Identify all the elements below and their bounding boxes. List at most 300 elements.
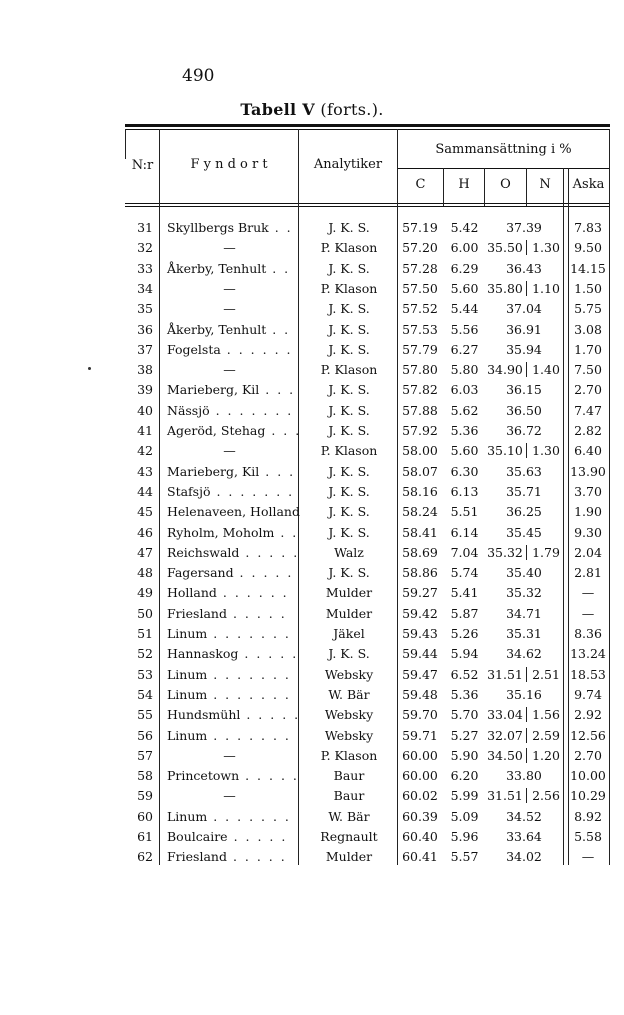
cell-aska: 2.70 [574, 382, 602, 398]
leader-dots: . . . . . [239, 768, 299, 784]
cell-nr: 31 [137, 220, 153, 235]
cell-aska: 12.56 [570, 727, 606, 743]
cell-o-n-combined: 36.25 [506, 504, 542, 520]
cell-aska: — [581, 849, 595, 865]
cell-fyndort: Boulcaire . . . . . [167, 829, 288, 844]
cell-o: 31.51 [487, 788, 523, 804]
cell-analytiker: Walz [334, 544, 364, 560]
cell-nr: 62 [137, 849, 153, 865]
cell-h: 5.51 [450, 504, 479, 520]
cell-nr: 45 [137, 504, 153, 520]
cell-analytiker: J. K. S. [328, 463, 370, 479]
cell-nr: 40 [137, 402, 153, 418]
cell-analytiker: J. K. S. [328, 483, 370, 499]
cell-nr: 41 [137, 423, 153, 438]
cell-aska: 18.53 [570, 666, 606, 682]
cell-h: 5.09 [450, 808, 479, 824]
cell-h: 6.27 [450, 341, 479, 357]
cell-fyndort: — [223, 301, 236, 317]
cell-o-n-combined: 36.15 [506, 382, 542, 398]
table-top-rule-thin [125, 129, 610, 130]
cell-o-n-combined: 36.91 [506, 321, 542, 337]
cell-nr: 50 [137, 605, 153, 621]
leader-dots: . . . . . . . [207, 727, 291, 743]
cell-c: 57.92 [402, 423, 438, 438]
table-row [125, 362, 610, 382]
cell-n: 2.59 [526, 728, 565, 743]
cell-c: 58.00 [402, 443, 438, 459]
cell-c: 57.82 [402, 382, 438, 398]
cell-c: 59.42 [402, 605, 438, 621]
cell-analytiker: Mulder [325, 605, 373, 621]
cell-o-n-combined: 35.16 [506, 686, 542, 702]
cell-aska: 5.75 [574, 301, 602, 317]
cell-analytiker: Baur [333, 768, 365, 784]
header-composition-group: Sammansättning i % [435, 142, 572, 157]
cell-c: 58.86 [402, 565, 438, 581]
cell-nr: 35 [137, 301, 153, 317]
cell-o-n-combined: 35.31 [506, 626, 542, 641]
cell-c: 57.80 [402, 362, 438, 378]
cell-analytiker: Mulder [325, 849, 373, 865]
table-row [125, 606, 610, 626]
cell-h: 5.74 [450, 565, 479, 581]
table-row [125, 687, 610, 707]
cell-analytiker: J. K. S. [328, 423, 370, 438]
cell-n: 1.30 [526, 443, 565, 458]
table-row [125, 626, 610, 646]
header-subgroup-rule [398, 168, 610, 169]
cell-c: 60.00 [402, 747, 438, 763]
cell-fyndort: — [223, 280, 236, 296]
table-row [125, 768, 610, 788]
header-n: N [539, 177, 551, 192]
header-analytiker: Analytiker [313, 157, 383, 172]
cell-aska: 8.92 [574, 808, 602, 824]
cell-fyndort: Friesland . . . . . [167, 849, 287, 865]
cell-nr: 59 [137, 788, 153, 804]
leader-dots: . . . [259, 382, 296, 398]
cell-h: 6.14 [450, 524, 479, 540]
cell-fyndort: — [223, 240, 236, 256]
table-row [125, 484, 610, 504]
cell-aska: 9.30 [574, 524, 602, 540]
cell-fyndort: Linum . . . . . . . [167, 727, 291, 743]
cell-n: 1.79 [526, 545, 565, 560]
cell-aska: 1.70 [574, 341, 602, 357]
cell-h: 6.29 [450, 260, 479, 276]
cell-fyndort: Linum . . . . . . . [167, 686, 291, 702]
leader-dots: . . . . . . . [207, 686, 291, 702]
cell-analytiker: J. K. S. [328, 524, 370, 540]
cell-aska: 1.50 [574, 280, 602, 296]
cell-fyndort: Åkerby, Tenhult . . [167, 321, 291, 337]
table-top-rule [125, 124, 610, 127]
cell-n: 1.56 [526, 707, 565, 722]
cell-o-n-combined: 37.04 [506, 301, 542, 317]
cell-nr: 42 [137, 443, 153, 459]
table-row [125, 403, 610, 423]
cell-o-n-combined: 36.50 [506, 402, 542, 418]
cell-analytiker: J. K. S. [328, 402, 370, 418]
header-aska: Aska [572, 177, 605, 192]
table-row [125, 443, 610, 463]
leader-dots: . . . . . [238, 646, 299, 662]
cell-nr: 32 [137, 240, 153, 256]
cell-n: 1.40 [526, 362, 565, 377]
cell-analytiker: Websky [324, 727, 374, 743]
table-row [125, 281, 610, 301]
header-bottom-rule-thin [125, 206, 610, 207]
header-h: H [458, 177, 470, 192]
cell-nr: 33 [137, 260, 153, 276]
page-number: 490 [182, 66, 215, 86]
cell-aska: 9.50 [574, 240, 602, 256]
cell-nr: 55 [137, 707, 153, 723]
cell-analytiker: W. Bär [328, 686, 370, 702]
cell-analytiker: W. Bär [328, 808, 370, 824]
table-row [125, 565, 610, 585]
cell-fyndort: Fagersand . . . . . [167, 565, 294, 581]
cell-nr: 39 [137, 382, 153, 398]
cell-o-n-combined: 35.71 [506, 483, 542, 499]
cell-aska: 6.40 [574, 443, 602, 459]
cell-c: 60.40 [402, 829, 438, 844]
cell-nr: 53 [137, 666, 153, 682]
cell-analytiker: P. Klason [320, 280, 378, 296]
cell-analytiker: P. Klason [320, 362, 378, 378]
leader-dots: . . . . . [233, 565, 294, 581]
cell-h: 6.30 [450, 463, 479, 479]
cell-o-n-combined: 36.72 [506, 423, 542, 438]
table-row [125, 829, 610, 849]
header-fyndort: F y n d o r t [190, 157, 268, 172]
cell-fyndort: — [223, 788, 236, 804]
cell-analytiker: J. K. S. [328, 565, 370, 581]
cell-fyndort: Hundsmühl . . . . . [167, 707, 301, 723]
cell-o-n-combined: 37.39 [506, 220, 542, 235]
cell-o-n-combined: 34.52 [506, 808, 542, 824]
leader-dots: . . [268, 220, 293, 235]
cell-analytiker: Websky [324, 707, 374, 723]
cell-fyndort: — [223, 747, 236, 763]
cell-fyndort: Linum . . . . . . . [167, 808, 291, 824]
leader-dots: . . . . . . . [210, 483, 295, 499]
cell-o-n-combined: 35.94 [506, 341, 542, 357]
cell-c: 57.28 [402, 260, 438, 276]
cell-aska: 3.70 [574, 483, 602, 499]
cell-analytiker: P. Klason [320, 747, 378, 763]
table-row [125, 220, 610, 240]
cell-aska: — [581, 585, 595, 601]
cell-aska: 7.83 [574, 220, 602, 235]
header-nr: N:r [131, 158, 154, 173]
table-title-label: Tabell V [240, 100, 316, 119]
table-row [125, 667, 610, 687]
cell-nr: 38 [137, 362, 153, 378]
cell-analytiker: Websky [324, 666, 374, 682]
cell-analytiker: Baur [333, 788, 365, 804]
cell-aska: 2.82 [574, 423, 602, 438]
leader-dots: . . . . . . [220, 341, 293, 357]
cell-o-n-combined: 35.40 [506, 565, 542, 581]
cell-aska: 10.00 [570, 768, 606, 784]
cell-c: 60.00 [402, 768, 438, 784]
cell-aska: 2.04 [574, 544, 602, 560]
table-row [125, 423, 610, 443]
cell-h: 5.42 [450, 220, 479, 235]
leader-dots: . . . . . [240, 707, 301, 723]
cell-aska: 9.74 [574, 686, 602, 702]
table-row [125, 728, 610, 748]
col-rule-left [125, 129, 126, 159]
cell-aska: 8.36 [574, 626, 602, 641]
table-row [125, 301, 610, 321]
cell-h: 5.60 [450, 443, 479, 459]
header-o: O [500, 177, 511, 192]
cell-o-n-combined: 34.71 [506, 605, 542, 621]
cell-fyndort: Holland . . . . . . [167, 585, 289, 601]
leader-dots: . . [266, 260, 291, 276]
cell-aska: 2.70 [574, 747, 602, 763]
cell-aska: 2.81 [574, 565, 602, 581]
cell-fyndort: — [223, 443, 236, 459]
cell-nr: 56 [137, 727, 153, 743]
cell-analytiker: J. K. S. [328, 382, 370, 398]
leader-dots: . . . [265, 423, 302, 438]
cell-fyndort: Åkerby, Tenhult . . [167, 260, 291, 276]
table-row [125, 382, 610, 402]
cell-analytiker: P. Klason [320, 443, 378, 459]
cell-o: 35.32 [487, 544, 523, 560]
cell-nr: 48 [137, 565, 153, 581]
cell-aska: 13.90 [570, 463, 606, 479]
cell-aska: 7.47 [574, 402, 602, 418]
table-row [125, 525, 610, 545]
cell-nr: 44 [137, 483, 153, 499]
cell-nr: 34 [137, 280, 153, 296]
cell-c: 59.47 [402, 666, 438, 682]
cell-fyndort: Marieberg, Kil . . . [167, 382, 296, 398]
cell-o: 34.50 [487, 747, 523, 763]
table-row [125, 545, 610, 565]
cell-h: 5.44 [450, 301, 479, 317]
table-row [125, 240, 610, 260]
cell-fyndort: Hannaskog . . . . . [167, 646, 299, 662]
cell-analytiker: J. K. S. [328, 220, 370, 235]
cell-c: 58.16 [402, 483, 438, 499]
leader-dots: . . . . . . . [207, 808, 291, 824]
cell-aska: 10.29 [570, 788, 606, 804]
leader-dots: . . [266, 321, 291, 337]
cell-fyndort: Reichswald . . . . . [167, 544, 300, 560]
cell-c: 60.41 [402, 849, 438, 865]
cell-o-n-combined: 33.80 [506, 768, 542, 784]
cell-fyndort: Nässjö . . . . . . . [167, 402, 294, 418]
cell-h: 6.03 [450, 382, 479, 398]
cell-h: 6.00 [450, 240, 479, 256]
cell-h: 5.27 [450, 727, 479, 743]
header-c: C [415, 177, 426, 192]
table-row [125, 748, 610, 768]
cell-c: 57.79 [402, 341, 438, 357]
cell-c: 58.41 [402, 524, 438, 540]
table-row [125, 809, 610, 829]
cell-c: 58.24 [402, 504, 438, 520]
cell-fyndort: Ryholm, Moholm . . [167, 524, 299, 540]
cell-h: 5.41 [450, 585, 479, 601]
cell-aska: 3.08 [574, 321, 602, 337]
table-row [125, 504, 610, 524]
cell-c: 58.69 [402, 544, 438, 560]
cell-h: 5.56 [450, 321, 479, 337]
cell-c: 57.20 [402, 240, 438, 256]
leader-dots: . . . . . [226, 605, 287, 621]
cell-analytiker: J. K. S. [328, 260, 370, 276]
cell-nr: 58 [137, 768, 153, 784]
cell-h: 7.04 [450, 544, 479, 560]
cell-fyndort: Skyllbergs Bruk . . [167, 220, 293, 235]
table-row [125, 342, 610, 362]
cell-c: 57.52 [402, 301, 438, 317]
cell-nr: 61 [137, 829, 153, 844]
cell-analytiker: Jäkel [333, 626, 365, 641]
leader-dots: . . . . . . . [209, 402, 294, 418]
cell-nr: 51 [137, 626, 153, 641]
cell-o: 35.10 [487, 443, 523, 459]
cell-h: 6.52 [450, 666, 479, 682]
table-row [125, 585, 610, 605]
cell-fyndort: Princetown . . . . . [167, 768, 299, 784]
cell-o: 35.80 [487, 280, 523, 296]
cell-fyndort: — [223, 362, 236, 378]
cell-analytiker: J. K. S. [328, 341, 370, 357]
cell-nr: 47 [137, 544, 153, 560]
cell-h: 5.90 [450, 747, 479, 763]
cell-h: 5.99 [450, 788, 479, 804]
cell-nr: 57 [137, 747, 153, 763]
cell-o: 32.07 [487, 727, 523, 743]
cell-nr: 52 [137, 646, 153, 662]
cell-c: 59.43 [402, 626, 438, 641]
cell-h: 5.26 [450, 626, 479, 641]
cell-fyndort: Helenaveen, Holland [167, 504, 300, 520]
cell-analytiker: J. K. S. [328, 301, 370, 317]
cell-c: 59.70 [402, 707, 438, 723]
cell-c: 57.19 [402, 220, 438, 235]
table-row [125, 707, 610, 727]
cell-aska: 5.58 [574, 829, 602, 844]
cell-o-n-combined: 33.64 [506, 829, 542, 844]
cell-n: 2.51 [526, 667, 565, 682]
cell-c: 57.53 [402, 321, 438, 337]
cell-aska: 2.92 [574, 707, 602, 723]
cell-h: 5.94 [450, 646, 479, 662]
cell-c: 59.71 [402, 727, 438, 743]
cell-nr: 36 [137, 321, 153, 337]
cell-o: 35.50 [487, 240, 523, 256]
table-title [0, 100, 624, 119]
cell-c: 57.88 [402, 402, 438, 418]
cell-h: 6.20 [450, 768, 479, 784]
cell-h: 5.60 [450, 280, 479, 296]
table-title-suffix: (forts.). [315, 100, 384, 119]
cell-o-n-combined: 34.02 [506, 849, 542, 865]
cell-n: 1.10 [526, 281, 565, 296]
cell-analytiker: Regnault [320, 829, 378, 844]
cell-nr: 46 [137, 524, 153, 540]
cell-h: 5.87 [450, 605, 479, 621]
cell-h: 5.70 [450, 707, 479, 723]
cell-fyndort: Linum . . . . . . . [167, 666, 291, 682]
cell-n: 1.20 [526, 748, 565, 763]
leader-dots: . . . . . [239, 544, 300, 560]
cell-n: 1.30 [526, 240, 565, 255]
leader-dots: . . . . . [227, 829, 288, 844]
cell-c: 59.48 [402, 686, 438, 702]
cell-aska: — [581, 605, 595, 621]
cell-h: 5.36 [450, 423, 479, 438]
cell-fyndort: Fogelsta . . . . . . [167, 341, 293, 357]
cell-analytiker: Mulder [325, 585, 373, 601]
cell-nr: 37 [137, 341, 153, 357]
cell-analytiker: J. K. S. [328, 504, 370, 520]
table-row [125, 788, 610, 808]
cell-h: 5.62 [450, 402, 479, 418]
cell-aska: 1.90 [574, 504, 602, 520]
cell-c: 60.02 [402, 788, 438, 804]
cell-nr: 43 [137, 463, 153, 479]
table-row [125, 322, 610, 342]
table-row [125, 261, 610, 281]
cell-c: 59.44 [402, 646, 438, 662]
cell-c: 59.27 [402, 585, 438, 601]
leader-dots: . . . . . . [216, 585, 289, 601]
cell-o: 34.90 [487, 362, 523, 378]
cell-c: 58.07 [402, 463, 438, 479]
cell-o: 33.04 [487, 707, 523, 723]
cell-nr: 60 [137, 808, 153, 824]
leader-dots: . . . . . [226, 849, 287, 865]
cell-nr: 49 [137, 585, 153, 601]
cell-aska: 13.24 [570, 646, 606, 662]
margin-dot [88, 367, 91, 370]
cell-o-n-combined: 36.43 [506, 260, 542, 276]
cell-o-n-combined: 35.45 [506, 524, 542, 540]
leader-dots: . . . . . . . [207, 666, 291, 682]
cell-fyndort: Friesland . . . . . [167, 605, 287, 621]
cell-fyndort: Stafsjö . . . . . . . [167, 483, 295, 499]
leader-dots: . . [274, 524, 299, 540]
table-row [125, 849, 610, 869]
cell-o: 31.51 [487, 666, 523, 682]
cell-h: 5.96 [450, 829, 479, 844]
cell-fyndort: Linum . . . . . . . [167, 626, 291, 641]
cell-o-n-combined: 35.63 [506, 463, 542, 479]
cell-o-n-combined: 34.62 [506, 646, 542, 662]
cell-analytiker: J. K. S. [328, 321, 370, 337]
cell-h: 5.57 [450, 849, 479, 865]
cell-h: 5.36 [450, 686, 479, 702]
cell-nr: 54 [137, 686, 153, 702]
cell-analytiker: P. Klason [320, 240, 378, 256]
table-row [125, 646, 610, 666]
leader-dots: . . . . . . . [207, 626, 291, 641]
cell-o-n-combined: 35.32 [506, 585, 542, 601]
cell-aska: 7.50 [574, 362, 602, 378]
leader-dots: . . . [259, 463, 296, 479]
cell-analytiker: J. K. S. [328, 646, 370, 662]
